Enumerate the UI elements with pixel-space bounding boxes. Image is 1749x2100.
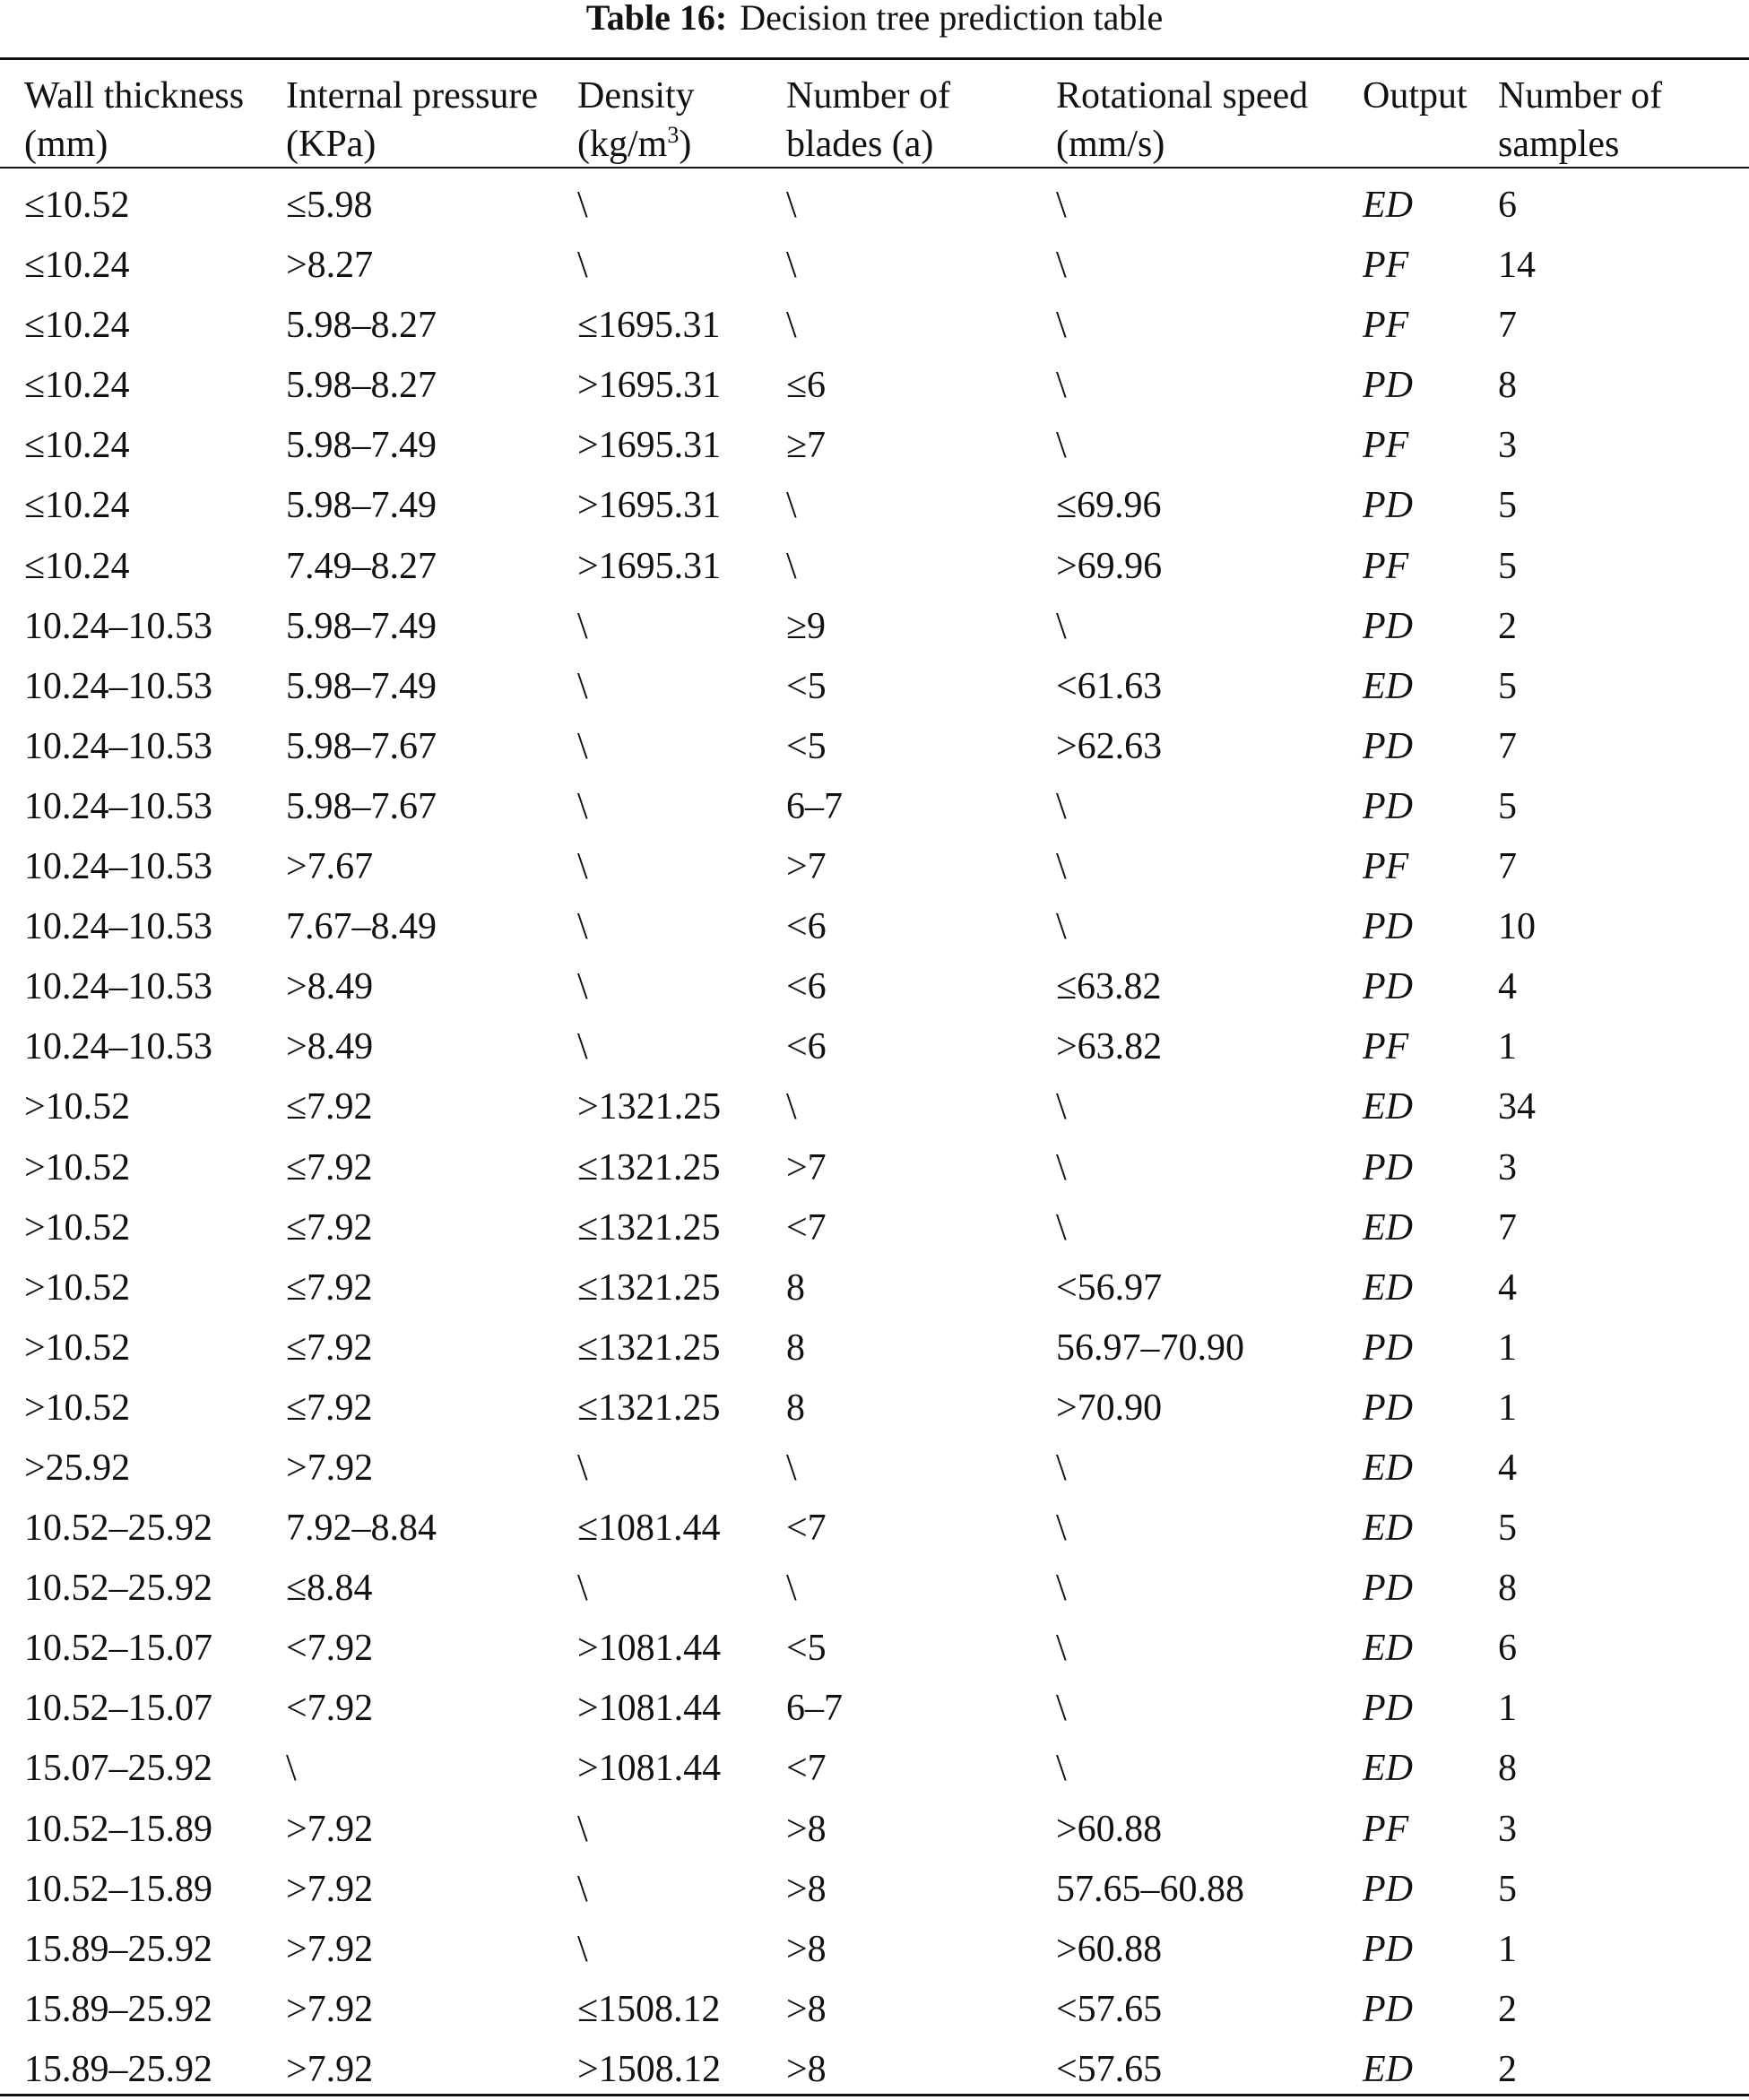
cell-output: PD bbox=[1363, 725, 1413, 767]
table-row bbox=[0, 1679, 1749, 1739]
cell-output: PF bbox=[1363, 425, 1409, 467]
cell-output: ED bbox=[1363, 2048, 1413, 2090]
cell-internal-pressure: >8.49 bbox=[286, 1026, 374, 1068]
table-row bbox=[0, 476, 1749, 536]
cell-rotational-speed: >70.90 bbox=[1056, 1387, 1163, 1429]
cell-density: >1081.44 bbox=[577, 1748, 722, 1790]
table-row bbox=[0, 416, 1749, 476]
cell-density: \ bbox=[577, 906, 588, 948]
cell-rotational-speed: \ bbox=[1056, 846, 1067, 888]
cell-wall-thickness: 10.24–10.53 bbox=[24, 966, 212, 1008]
table-row bbox=[0, 1739, 1749, 1799]
cell-number-of-blades: <5 bbox=[786, 665, 827, 707]
cell-wall-thickness: ≤10.24 bbox=[24, 365, 130, 407]
cell-rotational-speed: <61.63 bbox=[1056, 665, 1163, 707]
cell-density: >1081.44 bbox=[577, 1628, 722, 1670]
table-row bbox=[0, 1619, 1749, 1679]
cell-wall-thickness: ≤10.24 bbox=[24, 305, 130, 347]
cell-density: >1508.12 bbox=[577, 2048, 722, 2090]
cell-number-of-samples: 7 bbox=[1498, 725, 1517, 767]
cell-rotational-speed: >69.96 bbox=[1056, 545, 1163, 587]
cell-wall-thickness: 10.52–25.92 bbox=[24, 1508, 212, 1550]
cell-output: PF bbox=[1363, 245, 1409, 287]
cell-output: PF bbox=[1363, 1026, 1409, 1068]
table-row bbox=[0, 717, 1749, 777]
cell-number-of-blades: >7 bbox=[786, 846, 827, 888]
cell-number-of-samples: 7 bbox=[1498, 305, 1517, 347]
header-internal-pressure: Internal pressure (KPa) bbox=[286, 75, 539, 165]
cell-internal-pressure: ≤7.92 bbox=[286, 1327, 373, 1369]
table-row bbox=[0, 957, 1749, 1017]
cell-number-of-samples: 8 bbox=[1498, 1748, 1517, 1790]
cell-density: \ bbox=[577, 1808, 588, 1850]
cell-internal-pressure: 5.98–8.27 bbox=[286, 365, 437, 407]
cell-number-of-samples: 14 bbox=[1498, 245, 1536, 287]
cell-density: \ bbox=[577, 605, 588, 647]
table-row bbox=[0, 1017, 1749, 1077]
cell-number-of-samples: 4 bbox=[1498, 966, 1517, 1008]
cell-wall-thickness: 10.52–15.07 bbox=[24, 1688, 212, 1730]
cell-rotational-speed: <56.97 bbox=[1056, 1266, 1163, 1309]
cell-number-of-samples: 7 bbox=[1498, 846, 1517, 888]
table-top-rule bbox=[0, 57, 1749, 60]
cell-output: ED bbox=[1363, 1206, 1413, 1249]
cell-number-of-blades: <5 bbox=[786, 725, 827, 767]
cell-number-of-blades: >8 bbox=[786, 1868, 827, 1910]
cell-rotational-speed: <57.65 bbox=[1056, 1988, 1163, 2030]
cell-density: \ bbox=[577, 785, 588, 827]
cell-density: >1081.44 bbox=[577, 1688, 722, 1730]
cell-internal-pressure: \ bbox=[286, 1748, 297, 1790]
table-row bbox=[0, 777, 1749, 837]
cell-output: PD bbox=[1363, 1387, 1413, 1429]
cell-number-of-blades: \ bbox=[786, 1568, 797, 1610]
header-rotational-speed: Rotational speed (mm/s) bbox=[1056, 75, 1309, 165]
cell-internal-pressure: ≤7.92 bbox=[286, 1266, 373, 1309]
cell-output: PD bbox=[1363, 1868, 1413, 1910]
cell-number-of-blades: \ bbox=[786, 1086, 797, 1128]
cell-number-of-samples: 4 bbox=[1498, 1447, 1517, 1489]
cell-internal-pressure: ≤5.98 bbox=[286, 185, 373, 226]
cell-number-of-blades: \ bbox=[786, 1447, 797, 1489]
cell-density: \ bbox=[577, 725, 588, 767]
cell-number-of-blades: <7 bbox=[786, 1748, 827, 1790]
table-row bbox=[0, 657, 1749, 717]
cell-wall-thickness: >10.52 bbox=[24, 1266, 131, 1309]
table-row bbox=[0, 1920, 1749, 1980]
cell-number-of-samples: 5 bbox=[1498, 665, 1517, 707]
cell-density: ≤1321.25 bbox=[577, 1387, 721, 1429]
cell-number-of-samples: 6 bbox=[1498, 185, 1517, 226]
cell-number-of-samples: 8 bbox=[1498, 365, 1517, 407]
cell-rotational-speed: ≤63.82 bbox=[1056, 966, 1162, 1008]
cell-number-of-samples: 1 bbox=[1498, 1928, 1517, 1970]
cell-density: \ bbox=[577, 966, 588, 1008]
cell-output: ED bbox=[1363, 1748, 1413, 1790]
cell-rotational-speed: \ bbox=[1056, 1447, 1067, 1489]
cell-internal-pressure: 5.98–7.49 bbox=[286, 485, 437, 527]
table-caption-text: Decision tree prediction table bbox=[740, 0, 1164, 38]
table-row bbox=[0, 537, 1749, 597]
table-row bbox=[0, 1077, 1749, 1137]
cell-rotational-speed: 56.97–70.90 bbox=[1056, 1327, 1244, 1369]
cell-internal-pressure: >7.92 bbox=[286, 1988, 374, 2030]
cell-number-of-blades: \ bbox=[786, 185, 797, 226]
cell-rotational-speed: \ bbox=[1056, 605, 1067, 647]
table-row bbox=[0, 236, 1749, 296]
table-row bbox=[0, 1499, 1749, 1559]
cell-number-of-samples: 2 bbox=[1498, 605, 1517, 647]
cell-output: ED bbox=[1363, 1266, 1413, 1309]
cell-wall-thickness: ≤10.52 bbox=[24, 185, 130, 226]
cell-number-of-samples: 3 bbox=[1498, 1146, 1517, 1188]
cell-internal-pressure: >7.92 bbox=[286, 1868, 374, 1910]
cell-number-of-samples: 1 bbox=[1498, 1688, 1517, 1730]
cell-number-of-blades: \ bbox=[786, 305, 797, 347]
table-row bbox=[0, 897, 1749, 957]
cell-wall-thickness: 10.52–25.92 bbox=[24, 1568, 212, 1610]
cell-number-of-blades: >8 bbox=[786, 1928, 827, 1970]
cell-rotational-speed: \ bbox=[1056, 1086, 1067, 1128]
cell-rotational-speed: >60.88 bbox=[1056, 1808, 1163, 1850]
table-caption bbox=[0, 0, 1749, 36]
table-row bbox=[0, 176, 1749, 236]
cell-output: PD bbox=[1363, 966, 1413, 1008]
cell-density: >1321.25 bbox=[577, 1086, 722, 1128]
cell-number-of-samples: 10 bbox=[1498, 906, 1536, 948]
cell-density: ≤1321.25 bbox=[577, 1146, 721, 1188]
cell-internal-pressure: 5.98–7.49 bbox=[286, 425, 437, 467]
table-caption-label: Table 16: bbox=[585, 0, 728, 38]
table-row bbox=[0, 837, 1749, 897]
cell-rotational-speed: \ bbox=[1056, 425, 1067, 467]
cell-wall-thickness: 10.52–15.89 bbox=[24, 1868, 212, 1910]
cell-internal-pressure: ≤7.92 bbox=[286, 1206, 373, 1249]
cell-number-of-blades: <7 bbox=[786, 1206, 827, 1249]
cell-wall-thickness: 10.24–10.53 bbox=[24, 605, 212, 647]
cell-output: PD bbox=[1363, 906, 1413, 948]
cell-internal-pressure: 5.98–7.67 bbox=[286, 785, 437, 827]
cell-wall-thickness: ≤10.24 bbox=[24, 245, 130, 287]
cell-number-of-samples: 5 bbox=[1498, 1508, 1517, 1550]
table-row bbox=[0, 1860, 1749, 1920]
cell-number-of-blades: <6 bbox=[786, 1026, 827, 1068]
cell-wall-thickness: >25.92 bbox=[24, 1447, 131, 1489]
cell-output: ED bbox=[1363, 1447, 1413, 1489]
table-row bbox=[0, 1559, 1749, 1619]
cell-internal-pressure: <7.92 bbox=[286, 1688, 374, 1730]
cell-internal-pressure: >7.92 bbox=[286, 1928, 374, 1970]
header-wall-thickness: Wall thickness (mm) bbox=[24, 75, 245, 165]
cell-wall-thickness: 15.07–25.92 bbox=[24, 1748, 212, 1790]
cell-number-of-blades: <6 bbox=[786, 906, 827, 948]
table-row bbox=[0, 1198, 1749, 1258]
cell-density: >1695.31 bbox=[577, 425, 722, 467]
table-row bbox=[0, 1800, 1749, 1860]
table-bottom-rule bbox=[0, 2094, 1749, 2096]
table-row bbox=[0, 2040, 1749, 2100]
header-number-of-blades: Number of blades (a) bbox=[786, 75, 951, 165]
cell-density: \ bbox=[577, 185, 588, 226]
cell-number-of-samples: 3 bbox=[1498, 1808, 1517, 1850]
cell-wall-thickness: 10.24–10.53 bbox=[24, 785, 212, 827]
cell-number-of-samples: 8 bbox=[1498, 1568, 1517, 1610]
cell-output: PD bbox=[1363, 1988, 1413, 2030]
table-row bbox=[0, 1258, 1749, 1318]
cell-wall-thickness: ≤10.24 bbox=[24, 425, 130, 467]
cell-number-of-blades: <5 bbox=[786, 1628, 827, 1670]
cell-number-of-blades: ≤6 bbox=[786, 365, 827, 407]
cell-rotational-speed: >63.82 bbox=[1056, 1026, 1163, 1068]
cell-output: PD bbox=[1363, 485, 1413, 527]
cell-number-of-blades: 8 bbox=[786, 1327, 805, 1369]
cell-number-of-samples: 1 bbox=[1498, 1026, 1517, 1068]
cell-wall-thickness: 10.24–10.53 bbox=[24, 906, 212, 948]
cell-number-of-blades: >7 bbox=[786, 1146, 827, 1188]
cell-number-of-blades: >8 bbox=[786, 1808, 827, 1850]
cell-number-of-blades: \ bbox=[786, 485, 797, 527]
cell-number-of-samples: 5 bbox=[1498, 1868, 1517, 1910]
cell-number-of-blades: >8 bbox=[786, 2048, 827, 2090]
cell-wall-thickness: ≤10.24 bbox=[24, 485, 130, 527]
cell-internal-pressure: ≤7.92 bbox=[286, 1387, 373, 1429]
cell-density: \ bbox=[577, 1026, 588, 1068]
cell-density: ≤1321.25 bbox=[577, 1266, 721, 1309]
cell-internal-pressure: >7.92 bbox=[286, 1447, 374, 1489]
cell-wall-thickness: >10.52 bbox=[24, 1146, 131, 1188]
cell-wall-thickness: 15.89–25.92 bbox=[24, 1928, 212, 1970]
cell-rotational-speed: \ bbox=[1056, 1206, 1067, 1249]
table-row bbox=[0, 1378, 1749, 1439]
cell-output: PD bbox=[1363, 1688, 1413, 1730]
cell-wall-thickness: 10.24–10.53 bbox=[24, 665, 212, 707]
table-row bbox=[0, 296, 1749, 356]
cell-wall-thickness: 10.24–10.53 bbox=[24, 1026, 212, 1068]
table-row bbox=[0, 1318, 1749, 1378]
cell-internal-pressure: 5.98–7.49 bbox=[286, 665, 437, 707]
header-density: Density $(kg/m^3)$ bbox=[577, 75, 695, 165]
cell-internal-pressure: >8.49 bbox=[286, 966, 374, 1008]
cell-number-of-samples: 6 bbox=[1498, 1628, 1517, 1670]
cell-density: ≤1321.25 bbox=[577, 1206, 721, 1249]
cell-number-of-blades: \ bbox=[786, 245, 797, 287]
cell-density: ≤1695.31 bbox=[577, 305, 721, 347]
table-row bbox=[0, 1138, 1749, 1198]
cell-output: PF bbox=[1363, 305, 1409, 347]
cell-internal-pressure: ≤7.92 bbox=[286, 1086, 373, 1128]
cell-wall-thickness: >10.52 bbox=[24, 1206, 131, 1249]
cell-rotational-speed: \ bbox=[1056, 245, 1067, 287]
cell-number-of-blades: ≥7 bbox=[786, 425, 827, 467]
cell-internal-pressure: 7.49–8.27 bbox=[286, 545, 437, 587]
cell-internal-pressure: >7.92 bbox=[286, 1808, 374, 1850]
cell-number-of-samples: 1 bbox=[1498, 1327, 1517, 1369]
cell-number-of-samples: 1 bbox=[1498, 1387, 1517, 1429]
cell-internal-pressure: >7.67 bbox=[286, 846, 374, 888]
cell-rotational-speed: \ bbox=[1056, 1508, 1067, 1550]
cell-internal-pressure: ≤8.84 bbox=[286, 1568, 373, 1610]
cell-density: >1695.31 bbox=[577, 365, 722, 407]
cell-rotational-speed: >62.63 bbox=[1056, 725, 1163, 767]
cell-rotational-speed: <57.65 bbox=[1056, 2048, 1163, 2090]
cell-internal-pressure: 7.67–8.49 bbox=[286, 906, 437, 948]
cell-wall-thickness: 15.89–25.92 bbox=[24, 1988, 212, 2030]
cell-number-of-samples: 4 bbox=[1498, 1266, 1517, 1309]
cell-number-of-blades: 6–7 bbox=[786, 785, 843, 827]
cell-rotational-speed: \ bbox=[1056, 1628, 1067, 1670]
cell-rotational-speed: \ bbox=[1056, 305, 1067, 347]
cell-rotational-speed: \ bbox=[1056, 185, 1067, 226]
cell-density: \ bbox=[577, 245, 588, 287]
cell-output: PF bbox=[1363, 1808, 1409, 1850]
cell-density: ≤1508.12 bbox=[577, 1988, 721, 2030]
cell-number-of-blades: \ bbox=[786, 545, 797, 587]
cell-wall-thickness: >10.52 bbox=[24, 1387, 131, 1429]
cell-number-of-blades: 8 bbox=[786, 1266, 805, 1309]
cell-number-of-blades: ≥9 bbox=[786, 605, 827, 647]
cell-number-of-blades: <7 bbox=[786, 1508, 827, 1550]
cell-density: \ bbox=[577, 846, 588, 888]
cell-number-of-samples: 2 bbox=[1498, 1988, 1517, 2030]
header-output: Output bbox=[1363, 75, 1468, 117]
cell-number-of-samples: 5 bbox=[1498, 545, 1517, 587]
cell-rotational-speed: \ bbox=[1056, 785, 1067, 827]
cell-internal-pressure: 7.92–8.84 bbox=[286, 1508, 437, 1550]
cell-rotational-speed: >60.88 bbox=[1056, 1928, 1163, 1970]
cell-number-of-samples: 2 bbox=[1498, 2048, 1517, 2090]
cell-number-of-blades: <6 bbox=[786, 966, 827, 1008]
header-number-of-samples: Number of samples bbox=[1498, 75, 1663, 165]
cell-wall-thickness: ≤10.24 bbox=[24, 545, 130, 587]
cell-wall-thickness: 15.89–25.92 bbox=[24, 2048, 212, 2090]
cell-number-of-samples: 3 bbox=[1498, 425, 1517, 467]
cell-wall-thickness: >10.52 bbox=[24, 1086, 131, 1128]
cell-rotational-speed: ≤69.96 bbox=[1056, 485, 1162, 527]
cell-density: \ bbox=[577, 1928, 588, 1970]
cell-number-of-blades: >8 bbox=[786, 1988, 827, 2030]
cell-density: \ bbox=[577, 665, 588, 707]
cell-rotational-speed: 57.65–60.88 bbox=[1056, 1868, 1244, 1910]
cell-density: \ bbox=[577, 1868, 588, 1910]
cell-number-of-samples: 5 bbox=[1498, 785, 1517, 827]
cell-number-of-blades: 6–7 bbox=[786, 1688, 843, 1730]
cell-internal-pressure: ≤7.92 bbox=[286, 1146, 373, 1188]
cell-output: PD bbox=[1363, 605, 1413, 647]
cell-output: PF bbox=[1363, 846, 1409, 888]
cell-internal-pressure: <7.92 bbox=[286, 1628, 374, 1670]
table-header-rule bbox=[0, 167, 1749, 169]
cell-density: >1695.31 bbox=[577, 545, 722, 587]
cell-rotational-speed: \ bbox=[1056, 1568, 1067, 1610]
cell-density: ≤1321.25 bbox=[577, 1327, 721, 1369]
cell-output: PD bbox=[1363, 1928, 1413, 1970]
cell-internal-pressure: 5.98–8.27 bbox=[286, 305, 437, 347]
table-row bbox=[0, 597, 1749, 657]
cell-output: PD bbox=[1363, 1146, 1413, 1188]
cell-internal-pressure: 5.98–7.49 bbox=[286, 605, 437, 647]
table-header bbox=[0, 72, 1749, 165]
cell-rotational-speed: \ bbox=[1056, 365, 1067, 407]
cell-number-of-samples: 34 bbox=[1498, 1086, 1536, 1128]
cell-density: \ bbox=[577, 1447, 588, 1489]
cell-rotational-speed: \ bbox=[1056, 1146, 1067, 1188]
cell-rotational-speed: \ bbox=[1056, 906, 1067, 948]
cell-output: ED bbox=[1363, 665, 1413, 707]
cell-internal-pressure: >7.92 bbox=[286, 2048, 374, 2090]
cell-wall-thickness: 10.52–15.89 bbox=[24, 1808, 212, 1850]
cell-number-of-samples: 5 bbox=[1498, 485, 1517, 527]
cell-number-of-blades: 8 bbox=[786, 1387, 805, 1429]
cell-output: ED bbox=[1363, 1628, 1413, 1670]
cell-internal-pressure: >8.27 bbox=[286, 245, 374, 287]
cell-rotational-speed: \ bbox=[1056, 1688, 1067, 1730]
cell-output: ED bbox=[1363, 185, 1413, 226]
cell-number-of-samples: 7 bbox=[1498, 1206, 1517, 1249]
cell-output: ED bbox=[1363, 1508, 1413, 1550]
table-row bbox=[0, 356, 1749, 416]
cell-density: >1695.31 bbox=[577, 485, 722, 527]
table-body bbox=[0, 176, 1749, 2100]
cell-internal-pressure: 5.98–7.67 bbox=[286, 725, 437, 767]
table-row bbox=[0, 1439, 1749, 1499]
cell-output: PD bbox=[1363, 1568, 1413, 1610]
cell-output: PD bbox=[1363, 365, 1413, 407]
cell-wall-thickness: 10.24–10.53 bbox=[24, 846, 212, 888]
cell-density: ≤1081.44 bbox=[577, 1508, 721, 1550]
cell-wall-thickness: 10.24–10.53 bbox=[24, 725, 212, 767]
table-row bbox=[0, 1980, 1749, 2040]
cell-density: \ bbox=[577, 1568, 588, 1610]
cell-output: ED bbox=[1363, 1086, 1413, 1128]
cell-output: PF bbox=[1363, 545, 1409, 587]
cell-wall-thickness: 10.52–15.07 bbox=[24, 1628, 212, 1670]
cell-rotational-speed: \ bbox=[1056, 1748, 1067, 1790]
cell-output: PD bbox=[1363, 785, 1413, 827]
cell-output: PD bbox=[1363, 1327, 1413, 1369]
cell-wall-thickness: >10.52 bbox=[24, 1327, 131, 1369]
